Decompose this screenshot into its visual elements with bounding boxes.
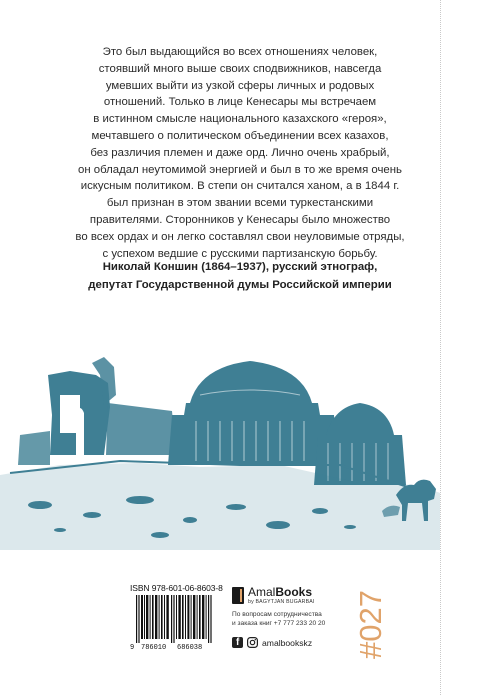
quote-line: умевших выйти из узкой сферы личных и родовых bbox=[105, 79, 375, 92]
publisher-logo bbox=[232, 586, 347, 605]
quote-line: стоявший много выше своих сподвижников, навсегда bbox=[98, 62, 382, 75]
quote-line: без различия племен и даже орд. Лично очень храбрый, bbox=[90, 146, 390, 159]
mausoleum-ruins-illustration bbox=[0, 315, 440, 550]
barcode-digit-lead: 9 bbox=[130, 644, 135, 651]
attribution-line-1: Николай Коншин (1864–1937), русский этнограф, bbox=[102, 261, 378, 273]
fold-line bbox=[440, 0, 442, 695]
isbn-barcode bbox=[130, 583, 223, 651]
barcode-digits-right: 686038 bbox=[177, 644, 203, 651]
brand-part-2: Books bbox=[275, 585, 313, 599]
barcode-icon bbox=[130, 595, 218, 651]
quote-line: он обладал неутомимой энергией и был в то же время очень bbox=[77, 163, 402, 176]
instagram-icon bbox=[247, 637, 258, 648]
publisher-brand bbox=[248, 586, 315, 598]
publisher-subtitle: by BAGYTJAN BUGARBAI bbox=[248, 599, 315, 605]
quote-line: правителями. Сторонников у Кенесары было множество bbox=[89, 213, 391, 226]
quote-attribution bbox=[56, 258, 424, 294]
quote-text bbox=[56, 44, 424, 262]
quote-line: с успехом ведшие с русскими партизанскую борьбу. bbox=[102, 247, 378, 260]
social-links bbox=[232, 637, 347, 648]
quote-line: отношений. Только в лице Кенесары мы встречаем bbox=[103, 96, 377, 109]
quote-line: во всех ордах и он легко составлял свои неуловимые отряды, bbox=[75, 230, 405, 243]
quote-line: был признан в этом звании всеми туркестанскими bbox=[106, 197, 374, 210]
quote-line: искусным политиком. В степи он считался ханом, а в 1844 г. bbox=[80, 180, 400, 193]
series-number: #027 bbox=[353, 590, 388, 659]
quote-line: Это был выдающийся во всех отношениях человек, bbox=[102, 46, 378, 58]
contact-line-2: и заказа книг +7 777 233 20 20 bbox=[232, 619, 326, 627]
attribution-line-2: депутат Государственной думы Российской империи bbox=[88, 279, 392, 291]
facebook-icon: f bbox=[232, 637, 243, 648]
barcode-digits-left: 786010 bbox=[141, 644, 167, 651]
contact-line-1: По вопросам сотрудничества bbox=[232, 611, 322, 618]
isbn-label: ISBN 978-601-06-8603-8 bbox=[130, 583, 223, 593]
quote-line: мечтавшего о политическом объединении всех казахов, bbox=[91, 129, 389, 142]
quote-line: в истинном смысле национального казахского «героя», bbox=[93, 113, 387, 126]
publisher-block bbox=[232, 586, 347, 648]
social-handle: amalbookskz bbox=[262, 637, 313, 648]
publisher-contact bbox=[232, 611, 347, 628]
book-icon bbox=[232, 587, 244, 604]
brand-part-1: Amal bbox=[248, 585, 276, 599]
